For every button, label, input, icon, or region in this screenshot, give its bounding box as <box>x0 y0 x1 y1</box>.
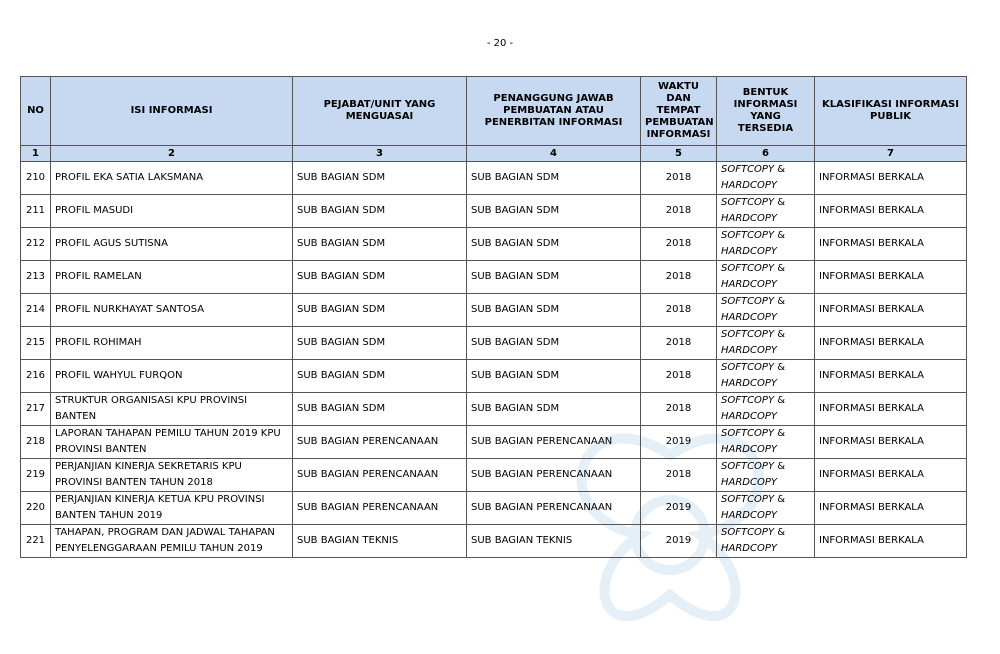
row-isi-informasi: STRUKTUR ORGANISASI KPU PROVINSI BANTEN <box>51 393 293 426</box>
row-klasifikasi: INFORMASI BERKALA <box>815 327 967 360</box>
row-isi-informasi: PROFIL EKA SATIA LAKSMANA <box>51 162 293 195</box>
bentuk-hardcopy: HARDCOPY <box>721 312 778 323</box>
bentuk-hardcopy: HARDCOPY <box>721 477 778 488</box>
bentuk-softcopy: SOFTCOPY <box>721 263 775 274</box>
table-row <box>21 162 967 195</box>
col-header-waktu: WAKTU DAN TEMPAT PEMBUATAN INFORMASI <box>641 77 717 146</box>
row-waktu: 2018 <box>641 261 717 294</box>
header-row <box>21 77 967 146</box>
bentuk-hardcopy: HARDCOPY <box>721 510 778 521</box>
row-klasifikasi: INFORMASI BERKALA <box>815 492 967 525</box>
row-bentuk <box>717 459 815 492</box>
row-isi-informasi: PROFIL WAHYUL FURQON <box>51 360 293 393</box>
row-penanggung-jawab: SUB BAGIAN SDM <box>467 228 641 261</box>
row-bentuk <box>717 261 815 294</box>
row-pejabat: SUB BAGIAN SDM <box>293 327 467 360</box>
row-isi-informasi: PERJANJIAN KINERJA SEKRETARIS KPU PROVINSI BANTEN TAHUN 2018 <box>51 459 293 492</box>
row-penanggung-jawab: SUB BAGIAN SDM <box>467 294 641 327</box>
row-isi-informasi: PROFIL MASUDI <box>51 195 293 228</box>
bentuk-ampersand: & <box>774 263 786 274</box>
row-isi-informasi: PROFIL ROHIMAH <box>51 327 293 360</box>
row-isi-informasi: PROFIL NURKHAYAT SANTOSA <box>51 294 293 327</box>
table-row <box>21 426 967 459</box>
row-pejabat: SUB BAGIAN PERENCANAAN <box>293 426 467 459</box>
bentuk-softcopy: SOFTCOPY <box>721 527 775 538</box>
row-penanggung-jawab: SUB BAGIAN SDM <box>467 327 641 360</box>
row-waktu: 2018 <box>641 195 717 228</box>
col-header-isi: ISI INFORMASI <box>51 77 293 146</box>
row-penanggung-jawab: SUB BAGIAN TEKNIS <box>467 525 641 558</box>
row-bentuk <box>717 426 815 459</box>
bentuk-ampersand: & <box>774 527 786 538</box>
row-number: 210 <box>21 162 51 195</box>
row-bentuk <box>717 195 815 228</box>
row-pejabat: SUB BAGIAN PERENCANAAN <box>293 459 467 492</box>
bentuk-ampersand: & <box>774 230 786 241</box>
bentuk-hardcopy: HARDCOPY <box>721 378 778 389</box>
row-number: 217 <box>21 393 51 426</box>
bentuk-softcopy: SOFTCOPY <box>721 461 775 472</box>
bentuk-softcopy: SOFTCOPY <box>721 362 775 373</box>
row-penanggung-jawab: SUB BAGIAN SDM <box>467 261 641 294</box>
bentuk-softcopy: SOFTCOPY <box>721 197 775 208</box>
row-klasifikasi: INFORMASI BERKALA <box>815 195 967 228</box>
bentuk-softcopy: SOFTCOPY <box>721 164 775 175</box>
row-bentuk <box>717 360 815 393</box>
row-pejabat: SUB BAGIAN PERENCANAAN <box>293 492 467 525</box>
col-number: 6 <box>717 146 815 162</box>
table-row <box>21 228 967 261</box>
table-row <box>21 525 967 558</box>
row-waktu: 2019 <box>641 426 717 459</box>
bentuk-ampersand: & <box>774 164 786 175</box>
bentuk-ampersand: & <box>774 395 786 406</box>
col-header-penanggung: PENANGGUNG JAWAB PEMBUATAN ATAU PENERBITAN INFORMASI <box>467 77 641 146</box>
bentuk-hardcopy: HARDCOPY <box>721 213 778 224</box>
table-row <box>21 261 967 294</box>
column-number-row <box>21 146 967 162</box>
row-bentuk <box>717 228 815 261</box>
row-penanggung-jawab: SUB BAGIAN PERENCANAAN <box>467 459 641 492</box>
row-bentuk <box>717 492 815 525</box>
row-penanggung-jawab: SUB BAGIAN PERENCANAAN <box>467 492 641 525</box>
row-waktu: 2018 <box>641 459 717 492</box>
row-klasifikasi: INFORMASI BERKALA <box>815 162 967 195</box>
row-klasifikasi: INFORMASI BERKALA <box>815 294 967 327</box>
row-waktu: 2018 <box>641 327 717 360</box>
col-number: 1 <box>21 146 51 162</box>
col-header-bentuk: BENTUK INFORMASI YANG TERSEDIA <box>717 77 815 146</box>
row-bentuk <box>717 393 815 426</box>
bentuk-softcopy: SOFTCOPY <box>721 329 775 340</box>
row-waktu: 2019 <box>641 525 717 558</box>
row-number: 214 <box>21 294 51 327</box>
information-table <box>20 76 967 558</box>
row-number: 212 <box>21 228 51 261</box>
bentuk-ampersand: & <box>774 362 786 373</box>
row-klasifikasi: INFORMASI BERKALA <box>815 261 967 294</box>
row-klasifikasi: INFORMASI BERKALA <box>815 393 967 426</box>
row-waktu: 2018 <box>641 393 717 426</box>
bentuk-softcopy: SOFTCOPY <box>721 296 775 307</box>
bentuk-hardcopy: HARDCOPY <box>721 411 778 422</box>
bentuk-hardcopy: HARDCOPY <box>721 180 778 191</box>
col-number: 5 <box>641 146 717 162</box>
row-pejabat: SUB BAGIAN SDM <box>293 360 467 393</box>
row-penanggung-jawab: SUB BAGIAN SDM <box>467 360 641 393</box>
bentuk-ampersand: & <box>774 461 786 472</box>
row-bentuk <box>717 525 815 558</box>
bentuk-ampersand: & <box>774 296 786 307</box>
row-waktu: 2018 <box>641 162 717 195</box>
row-isi-informasi: PROFIL AGUS SUTISNA <box>51 228 293 261</box>
row-number: 213 <box>21 261 51 294</box>
col-number: 3 <box>293 146 467 162</box>
table-row <box>21 492 967 525</box>
row-number: 220 <box>21 492 51 525</box>
col-number: 7 <box>815 146 967 162</box>
row-penanggung-jawab: SUB BAGIAN SDM <box>467 195 641 228</box>
row-waktu: 2019 <box>641 492 717 525</box>
bentuk-ampersand: & <box>774 197 786 208</box>
col-header-pejabat: PEJABAT/UNIT YANG MENGUASAI <box>293 77 467 146</box>
table-row <box>21 360 967 393</box>
row-waktu: 2018 <box>641 294 717 327</box>
bentuk-hardcopy: HARDCOPY <box>721 279 778 290</box>
row-bentuk <box>717 294 815 327</box>
row-isi-informasi: PERJANJIAN KINERJA KETUA KPU PROVINSI BANTEN TAHUN 2019 <box>51 492 293 525</box>
bentuk-softcopy: SOFTCOPY <box>721 230 775 241</box>
row-klasifikasi: INFORMASI BERKALA <box>815 360 967 393</box>
row-penanggung-jawab: SUB BAGIAN SDM <box>467 393 641 426</box>
bentuk-hardcopy: HARDCOPY <box>721 444 778 455</box>
row-waktu: 2018 <box>641 228 717 261</box>
table-row <box>21 459 967 492</box>
bentuk-ampersand: & <box>774 494 786 505</box>
bentuk-softcopy: SOFTCOPY <box>721 428 775 439</box>
row-pejabat: SUB BAGIAN SDM <box>293 294 467 327</box>
col-header-no: NO <box>21 77 51 146</box>
row-klasifikasi: INFORMASI BERKALA <box>815 525 967 558</box>
page-number: - 20 - <box>486 38 514 49</box>
row-pejabat: SUB BAGIAN SDM <box>293 228 467 261</box>
row-bentuk <box>717 327 815 360</box>
row-penanggung-jawab: SUB BAGIAN PERENCANAAN <box>467 426 641 459</box>
row-number: 218 <box>21 426 51 459</box>
table-row <box>21 327 967 360</box>
row-number: 221 <box>21 525 51 558</box>
row-waktu: 2018 <box>641 360 717 393</box>
row-number: 215 <box>21 327 51 360</box>
row-klasifikasi: INFORMASI BERKALA <box>815 426 967 459</box>
bentuk-softcopy: SOFTCOPY <box>721 395 775 406</box>
row-pejabat: SUB BAGIAN SDM <box>293 393 467 426</box>
bentuk-ampersand: & <box>774 329 786 340</box>
row-isi-informasi: PROFIL RAMELAN <box>51 261 293 294</box>
row-klasifikasi: INFORMASI BERKALA <box>815 228 967 261</box>
table-row <box>21 195 967 228</box>
row-number: 211 <box>21 195 51 228</box>
bentuk-ampersand: & <box>774 428 786 439</box>
bentuk-softcopy: SOFTCOPY <box>721 494 775 505</box>
row-pejabat: SUB BAGIAN TEKNIS <box>293 525 467 558</box>
bentuk-hardcopy: HARDCOPY <box>721 345 778 356</box>
row-bentuk <box>717 162 815 195</box>
table-row <box>21 393 967 426</box>
col-number: 2 <box>51 146 293 162</box>
bentuk-hardcopy: HARDCOPY <box>721 246 778 257</box>
col-number: 4 <box>467 146 641 162</box>
row-pejabat: SUB BAGIAN SDM <box>293 195 467 228</box>
col-header-klasifikasi: KLASIFIKASI INFORMASI PUBLIK <box>815 77 967 146</box>
table-row <box>21 294 967 327</box>
row-klasifikasi: INFORMASI BERKALA <box>815 459 967 492</box>
row-penanggung-jawab: SUB BAGIAN SDM <box>467 162 641 195</box>
row-number: 216 <box>21 360 51 393</box>
row-isi-informasi: TAHAPAN, PROGRAM DAN JADWAL TAHAPAN PENYELENGGARAAN PEMILU TAHUN 2019 <box>51 525 293 558</box>
row-isi-informasi: LAPORAN TAHAPAN PEMILU TAHUN 2019 KPU PROVINSI BANTEN <box>51 426 293 459</box>
row-pejabat: SUB BAGIAN SDM <box>293 162 467 195</box>
row-number: 219 <box>21 459 51 492</box>
row-pejabat: SUB BAGIAN SDM <box>293 261 467 294</box>
bentuk-hardcopy: HARDCOPY <box>721 543 778 554</box>
